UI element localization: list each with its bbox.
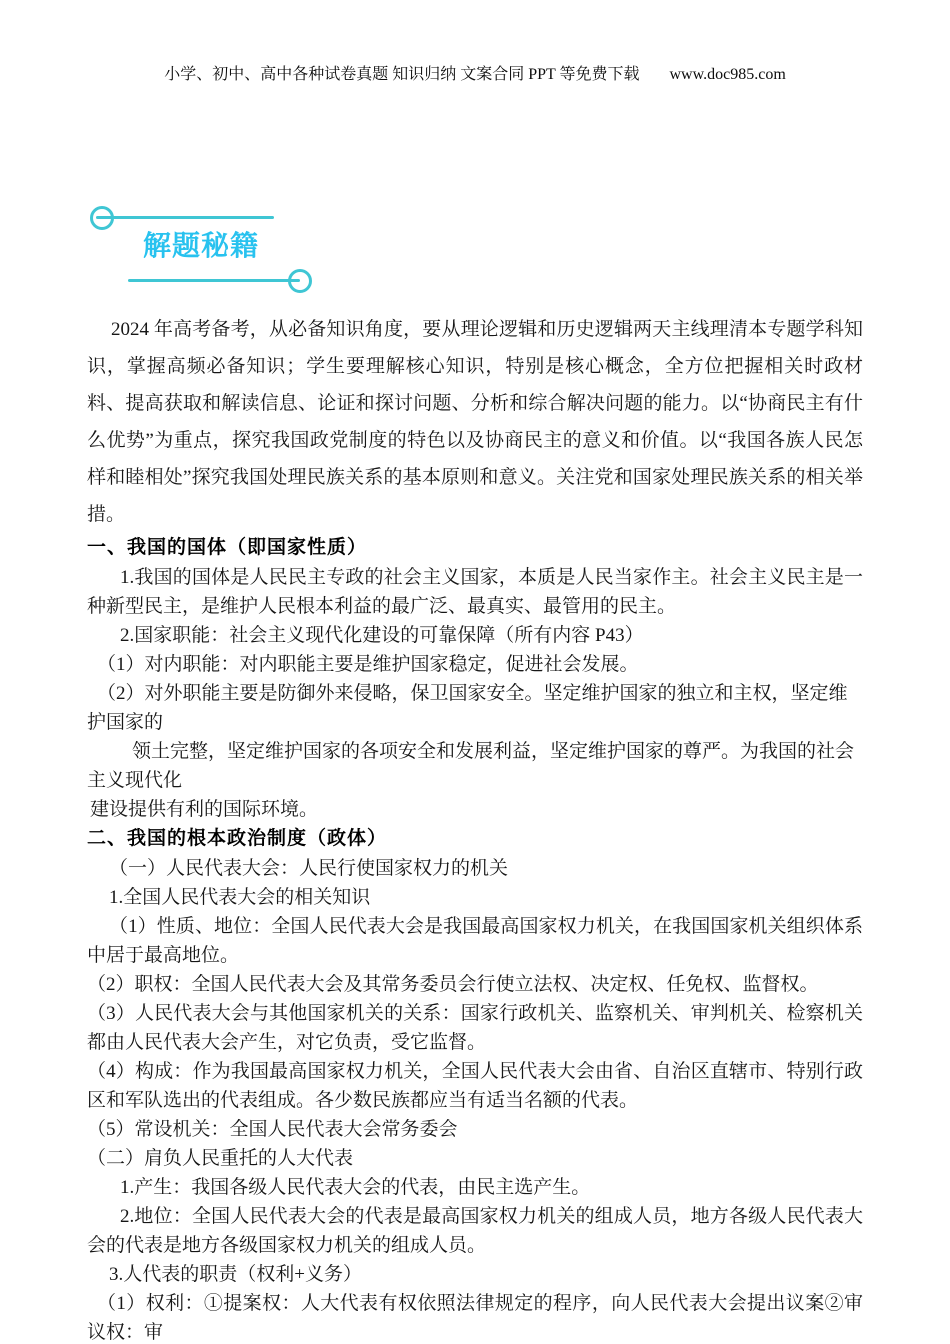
- header-site-url: www.doc985.com: [669, 66, 786, 83]
- paragraph-guanxi: （3）人民代表大会与其他国家机关的关系：国家行政机关、监察机关、审判机关、检察机关都由人民代表大会产生，对它负责，受它监督。: [87, 1003, 863, 1053]
- paragraph-zhiquan: （2）职权：全国人民代表大会及其常务委员会行使立法权、决定权、任免权、监督权。: [87, 974, 819, 995]
- paragraph-zhineng: 2.国家职能：社会主义现代化建设的可靠保障（所有内容 P43）: [120, 625, 644, 646]
- intro-paragraph: 2024 年高考备考，从必备知识角度，要从理论逻辑和历史逻辑两天主线理清本专题学科知识，掌握高频必备知识；学生要理解核心知识，特别是核心概念，全方位把握相关时政材料、提高获取和解读信息、论证和探讨问题、分析和综合解决问题的能力。以“协商民主有什么优势”为重点，探究我国政党制度的特色以及协商民主的意义和价值。以“我国各族人民怎样和睦相处”探究我国处理民族关系的基本原则和意义。关注党和国家处理民族关系的相关举措。: [87, 319, 863, 525]
- section-heading-2: 二、我国的根本政治制度（政体）: [87, 828, 388, 849]
- paragraph-duiwai: [87, 679, 863, 824]
- paragraph-guoti: 1.我国的国体是人民民主专政的社会主义国家，本质是人民当家作主。社会主义民主是一种新型民主，是维护人民根本利益的最广泛、最真实、最管用的民主。: [87, 567, 863, 617]
- paragraph-renda-jiguan: （一）人民代表大会：人民行使国家权力的机关: [109, 858, 509, 879]
- paragraph-duiwai-line-2: 领土完整，坚定维护国家的各项安全和发展利益，坚定维护国家的尊严。为我国的社会主义现代化: [87, 741, 855, 791]
- badge-bottom-line: [128, 279, 300, 282]
- paragraph-duinei: （1）对内职能：对内职能主要是维护国家稳定，促进社会发展。: [97, 654, 639, 675]
- paragraph-diwei: 2.地位：全国人民代表大会的代表是最高国家权力机关的组成人员，地方各级人民代表大会的代表是地方各级国家权力机关的组成人员。: [87, 1206, 863, 1256]
- paragraph-duiwai-line-3: 建设提供有利的国际环境。: [90, 799, 319, 820]
- paragraph-goucheng: （4）构成：作为我国最高国家权力机关，全国人民代表大会由省、自治区直辖市、特别行政区和军队选出的代表组成。各少数民族都应当有适当名额的代表。: [87, 1061, 863, 1111]
- paragraph-duiwai-line-1: （2）对外职能主要是防御外来侵略，保卫国家安全。坚定维护国家的独立和主权，坚定维护国家的: [87, 683, 848, 733]
- badge-bottom-right-circle-icon: [288, 269, 312, 293]
- paragraph-zhize: 3.人代表的职责（权利+义务）: [109, 1264, 362, 1285]
- page-header: [0, 61, 950, 84]
- paragraph-quanli: （1）权利：①提案权：人大代表有权依照法律规定的程序，向人民代表大会提出议案②审议权：审: [87, 1293, 863, 1343]
- paragraph-quanguo-renda: 1.全国人民代表大会的相关知识: [109, 887, 371, 908]
- badge-top-line: [96, 216, 274, 219]
- paragraph-xingzhi-diwei: （1）性质、地位：全国人民代表大会是我国最高国家权力机关，在我国国家机关组织体系中居于最高地位。: [87, 916, 863, 966]
- badge-title: 解题秘籍: [143, 230, 260, 261]
- paragraph-changshe-jiguan: （5）常设机关：全国人民代表大会常务委会: [87, 1119, 458, 1140]
- paragraph-chansheng: 1.产生：我国各级人民代表大会的代表，由民主选产生。: [120, 1177, 591, 1198]
- paragraph-renda-daibiao: （二）肩负人民重托的人大代表: [87, 1148, 354, 1169]
- document-body: [87, 311, 863, 1344]
- section-heading-1: 一、我国的国体（即国家性质）: [87, 537, 368, 558]
- header-promo-text: 小学、初中、高中各种试卷真题 知识归纳 文案合同 PPT 等免费下载: [164, 66, 640, 83]
- badge-top-left-circle-icon: [90, 206, 114, 230]
